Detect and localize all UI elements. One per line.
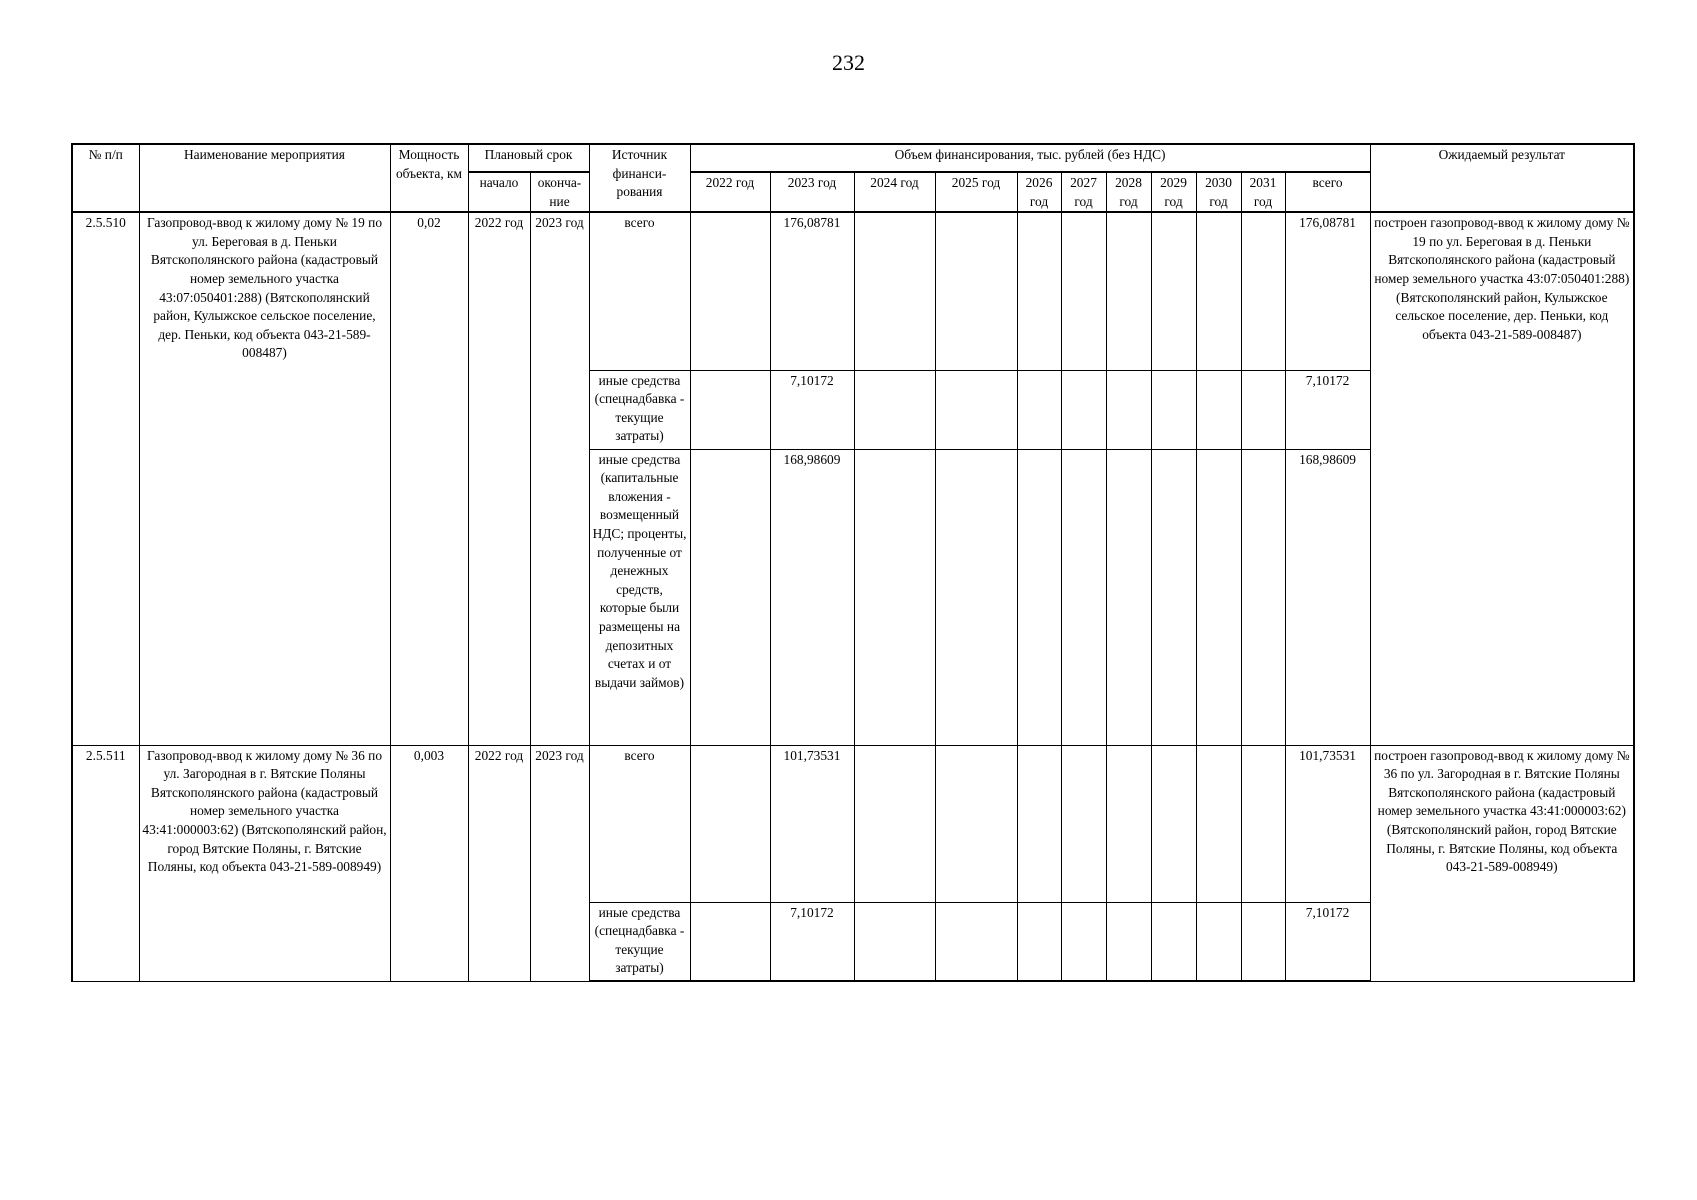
table-row xyxy=(72,212,1634,370)
cell-2025 xyxy=(935,902,1017,981)
source-label: иные средства (спецнадбавка - текущие затраты) xyxy=(589,370,690,449)
header-year-2030: 2030 год xyxy=(1196,172,1241,212)
header-power: Мощность объекта, км xyxy=(390,144,468,212)
cell-2026 xyxy=(1017,745,1061,902)
cell-total: 168,98609 xyxy=(1285,449,1370,745)
cell-2024 xyxy=(854,212,935,370)
row-num: 2.5.511 xyxy=(72,745,139,981)
cell-2028 xyxy=(1106,745,1151,902)
cell-2022 xyxy=(690,212,770,370)
row-name: Газопровод-ввод к жилому дому № 19 по ул. Береговая в д. Пеньки Вятскополянского района (кадастровый номер земельного участка 43:07:050401:288) (Вятскополянский район, Кулыжское сельское поселение, дер. Пеньки, код объекта 043-21-589-008487) xyxy=(139,212,390,745)
cell-2025 xyxy=(935,370,1017,449)
header-year-2027: 2027 год xyxy=(1061,172,1106,212)
cell-2029 xyxy=(1151,745,1196,902)
cell-2031 xyxy=(1241,370,1285,449)
header-year-2026: 2026 год xyxy=(1017,172,1061,212)
header-year-2025: 2025 год xyxy=(935,172,1017,212)
cell-2027 xyxy=(1061,745,1106,902)
header-total: всего xyxy=(1285,172,1370,212)
row-start: 2022 год xyxy=(468,212,530,745)
page-number: 232 xyxy=(832,50,865,75)
cell-2029 xyxy=(1151,212,1196,370)
row-name: Газопровод-ввод к жилому дому № 36 по ул. Загородная в г. Вятские Поляны Вятскополянского района (кадастровый номер земельного участка 43:41:000003:62) (Вятскополянский район, город Вятские Поляны, г. Вятские Поляны, код объекта 043-21-589-008949) xyxy=(139,745,390,981)
cell-2031 xyxy=(1241,902,1285,981)
cell-2023: 168,98609 xyxy=(770,449,854,745)
header-volume: Объем финансирования, тыс. рублей (без НДС) xyxy=(690,144,1370,172)
cell-2027 xyxy=(1061,902,1106,981)
source-label: иные средства (капитальные вложения - возмещенный НДС; проценты, полученные от денежных средств, которые были размещены на депозитных счетах и от выдачи займов) xyxy=(589,449,690,745)
cell-2030 xyxy=(1196,745,1241,902)
header-num: № п/п xyxy=(72,144,139,212)
cell-2029 xyxy=(1151,449,1196,745)
header-name: Наименование мероприятия xyxy=(139,144,390,212)
cell-2030 xyxy=(1196,902,1241,981)
cell-total: 176,08781 xyxy=(1285,212,1370,370)
row-num: 2.5.510 xyxy=(72,212,139,745)
cell-2027 xyxy=(1061,370,1106,449)
cell-2026 xyxy=(1017,902,1061,981)
cell-2023: 7,10172 xyxy=(770,370,854,449)
row-power: 0,02 xyxy=(390,212,468,745)
cell-2024 xyxy=(854,370,935,449)
header-term: Плановый срок xyxy=(468,144,589,172)
cell-2022 xyxy=(690,745,770,902)
row-start: 2022 год xyxy=(468,745,530,981)
cell-2031 xyxy=(1241,449,1285,745)
cell-total: 101,73531 xyxy=(1285,745,1370,902)
cell-total: 7,10172 xyxy=(1285,902,1370,981)
cell-2028 xyxy=(1106,212,1151,370)
cell-2024 xyxy=(854,745,935,902)
source-label: иные средства (спецнадбавка - текущие затраты) xyxy=(589,902,690,981)
cell-2026 xyxy=(1017,212,1061,370)
cell-2023: 176,08781 xyxy=(770,212,854,370)
header-term-end: оконча-ние xyxy=(530,172,589,212)
table-row xyxy=(72,745,1634,902)
row-power: 0,003 xyxy=(390,745,468,981)
header-year-2029: 2029 год xyxy=(1151,172,1196,212)
header-year-2022: 2022 год xyxy=(690,172,770,212)
cell-2030 xyxy=(1196,212,1241,370)
cell-2028 xyxy=(1106,370,1151,449)
cell-2027 xyxy=(1061,449,1106,745)
cell-2028 xyxy=(1106,902,1151,981)
cell-2029 xyxy=(1151,902,1196,981)
source-label: всего xyxy=(589,212,690,370)
cell-2031 xyxy=(1241,212,1285,370)
cell-2022 xyxy=(690,449,770,745)
cell-2028 xyxy=(1106,449,1151,745)
header-year-2024: 2024 год xyxy=(854,172,935,212)
cell-2024 xyxy=(854,902,935,981)
header-source: Источник финанси-рования xyxy=(589,144,690,212)
cell-2023: 101,73531 xyxy=(770,745,854,902)
cell-2025 xyxy=(935,745,1017,902)
header-term-start: начало xyxy=(468,172,530,212)
cell-2030 xyxy=(1196,370,1241,449)
row-result: построен газопровод-ввод к жилому дому № 19 по ул. Береговая в д. Пеньки Вятскополянского района (кадастровый номер земельного участка 43:07:050401:288) (Вятскополянский район, Кулыжское сельское поселение, дер. Пеньки, код объекта 043-21-589-008487) xyxy=(1370,212,1634,745)
cell-2025 xyxy=(935,449,1017,745)
cell-2025 xyxy=(935,212,1017,370)
row-result: построен газопровод-ввод к жилому дому № 36 по ул. Загородная в г. Вятские Поляны Вятскополянского района (кадастровый номер земельного участка 43:41:000003:62) (Вятскополянский район, город Вятские Поляны, г. Вятские Поляны, код объекта 043-21-589-008949) xyxy=(1370,745,1634,981)
cell-2030 xyxy=(1196,449,1241,745)
header-result: Ожидаемый результат xyxy=(1370,144,1634,212)
cell-total: 7,10172 xyxy=(1285,370,1370,449)
cell-2022 xyxy=(690,370,770,449)
header-year-2028: 2028 год xyxy=(1106,172,1151,212)
cell-2029 xyxy=(1151,370,1196,449)
source-label: всего xyxy=(589,745,690,902)
header-year-2023: 2023 год xyxy=(770,172,854,212)
row-end: 2023 год xyxy=(530,745,589,981)
cell-2026 xyxy=(1017,370,1061,449)
cell-2026 xyxy=(1017,449,1061,745)
row-end: 2023 год xyxy=(530,212,589,745)
cell-2027 xyxy=(1061,212,1106,370)
cell-2024 xyxy=(854,449,935,745)
header-year-2031: 2031 год xyxy=(1241,172,1285,212)
cell-2023: 7,10172 xyxy=(770,902,854,981)
cell-2022 xyxy=(690,902,770,981)
cell-2031 xyxy=(1241,745,1285,902)
financing-table xyxy=(71,143,1635,982)
